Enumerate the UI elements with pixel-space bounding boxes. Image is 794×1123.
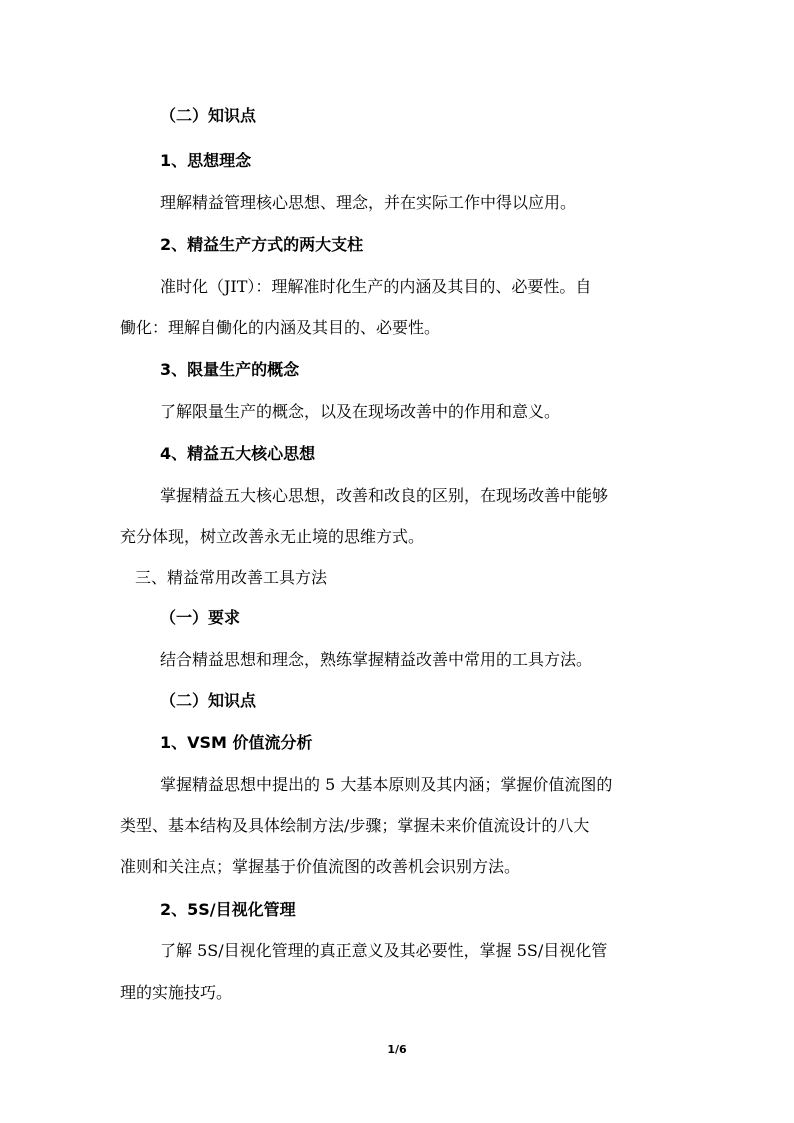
paragraph-line: 理的实施技巧。 xyxy=(120,983,233,1002)
paragraph-line: 了解限量生产的概念，以及在现场改善中的作用和意义。 xyxy=(160,402,561,421)
paragraph-line: 充分体现，树立改善永无止境的思维方式。 xyxy=(120,527,425,546)
page-number: 1/6 xyxy=(387,1043,407,1056)
subsection-heading: 2、精益生产方式的两大支柱 xyxy=(160,235,364,254)
paragraph-line: 掌握精益思想中提出的 5 大基本原则及其内涵；掌握价值流图的 xyxy=(160,775,613,794)
subsection-heading: 1、思想理念 xyxy=(160,151,252,170)
paragraph-line: 准则和关注点；掌握基于价值流图的改善机会识别方法。 xyxy=(120,857,521,876)
paragraph-line: 働化：理解自働化的内涵及其目的、必要性。 xyxy=(120,318,441,337)
paragraph-line: 了解 5S/目视化管理的真正意义及其必要性，掌握 5S/目视化管 xyxy=(160,941,608,960)
paragraph-line: 理解精益管理核心思想、理念，并在实际工作中得以应用。 xyxy=(160,193,577,212)
subsection-heading: 3、限量生产的概念 xyxy=(160,360,300,379)
section-heading: （二）知识点 xyxy=(160,691,257,710)
paragraph-line: 类型、基本结构及具体绘制方法/步骤；掌握未来价值流设计的八大 xyxy=(120,816,590,835)
paragraph-line: 准时化（JIT）：理解准时化生产的内涵及其目的、必要性。自 xyxy=(160,277,592,296)
subsection-heading: 4、精益五大核心思想 xyxy=(160,444,316,463)
subsection-heading: 2、5S/目视化管理 xyxy=(160,900,296,919)
subsection-heading: 1、VSM 价值流分析 xyxy=(160,733,313,752)
section-heading: （二）知识点 xyxy=(160,106,257,125)
paragraph-line: 结合精益思想和理念，熟练掌握精益改善中常用的工具方法。 xyxy=(160,650,593,669)
paragraph-line: 掌握精益五大核心思想，改善和改良的区别，在现场改善中能够 xyxy=(160,486,609,505)
chapter-heading: 三、精益常用改善工具方法 xyxy=(135,568,328,587)
section-heading: （一）要求 xyxy=(160,608,241,627)
